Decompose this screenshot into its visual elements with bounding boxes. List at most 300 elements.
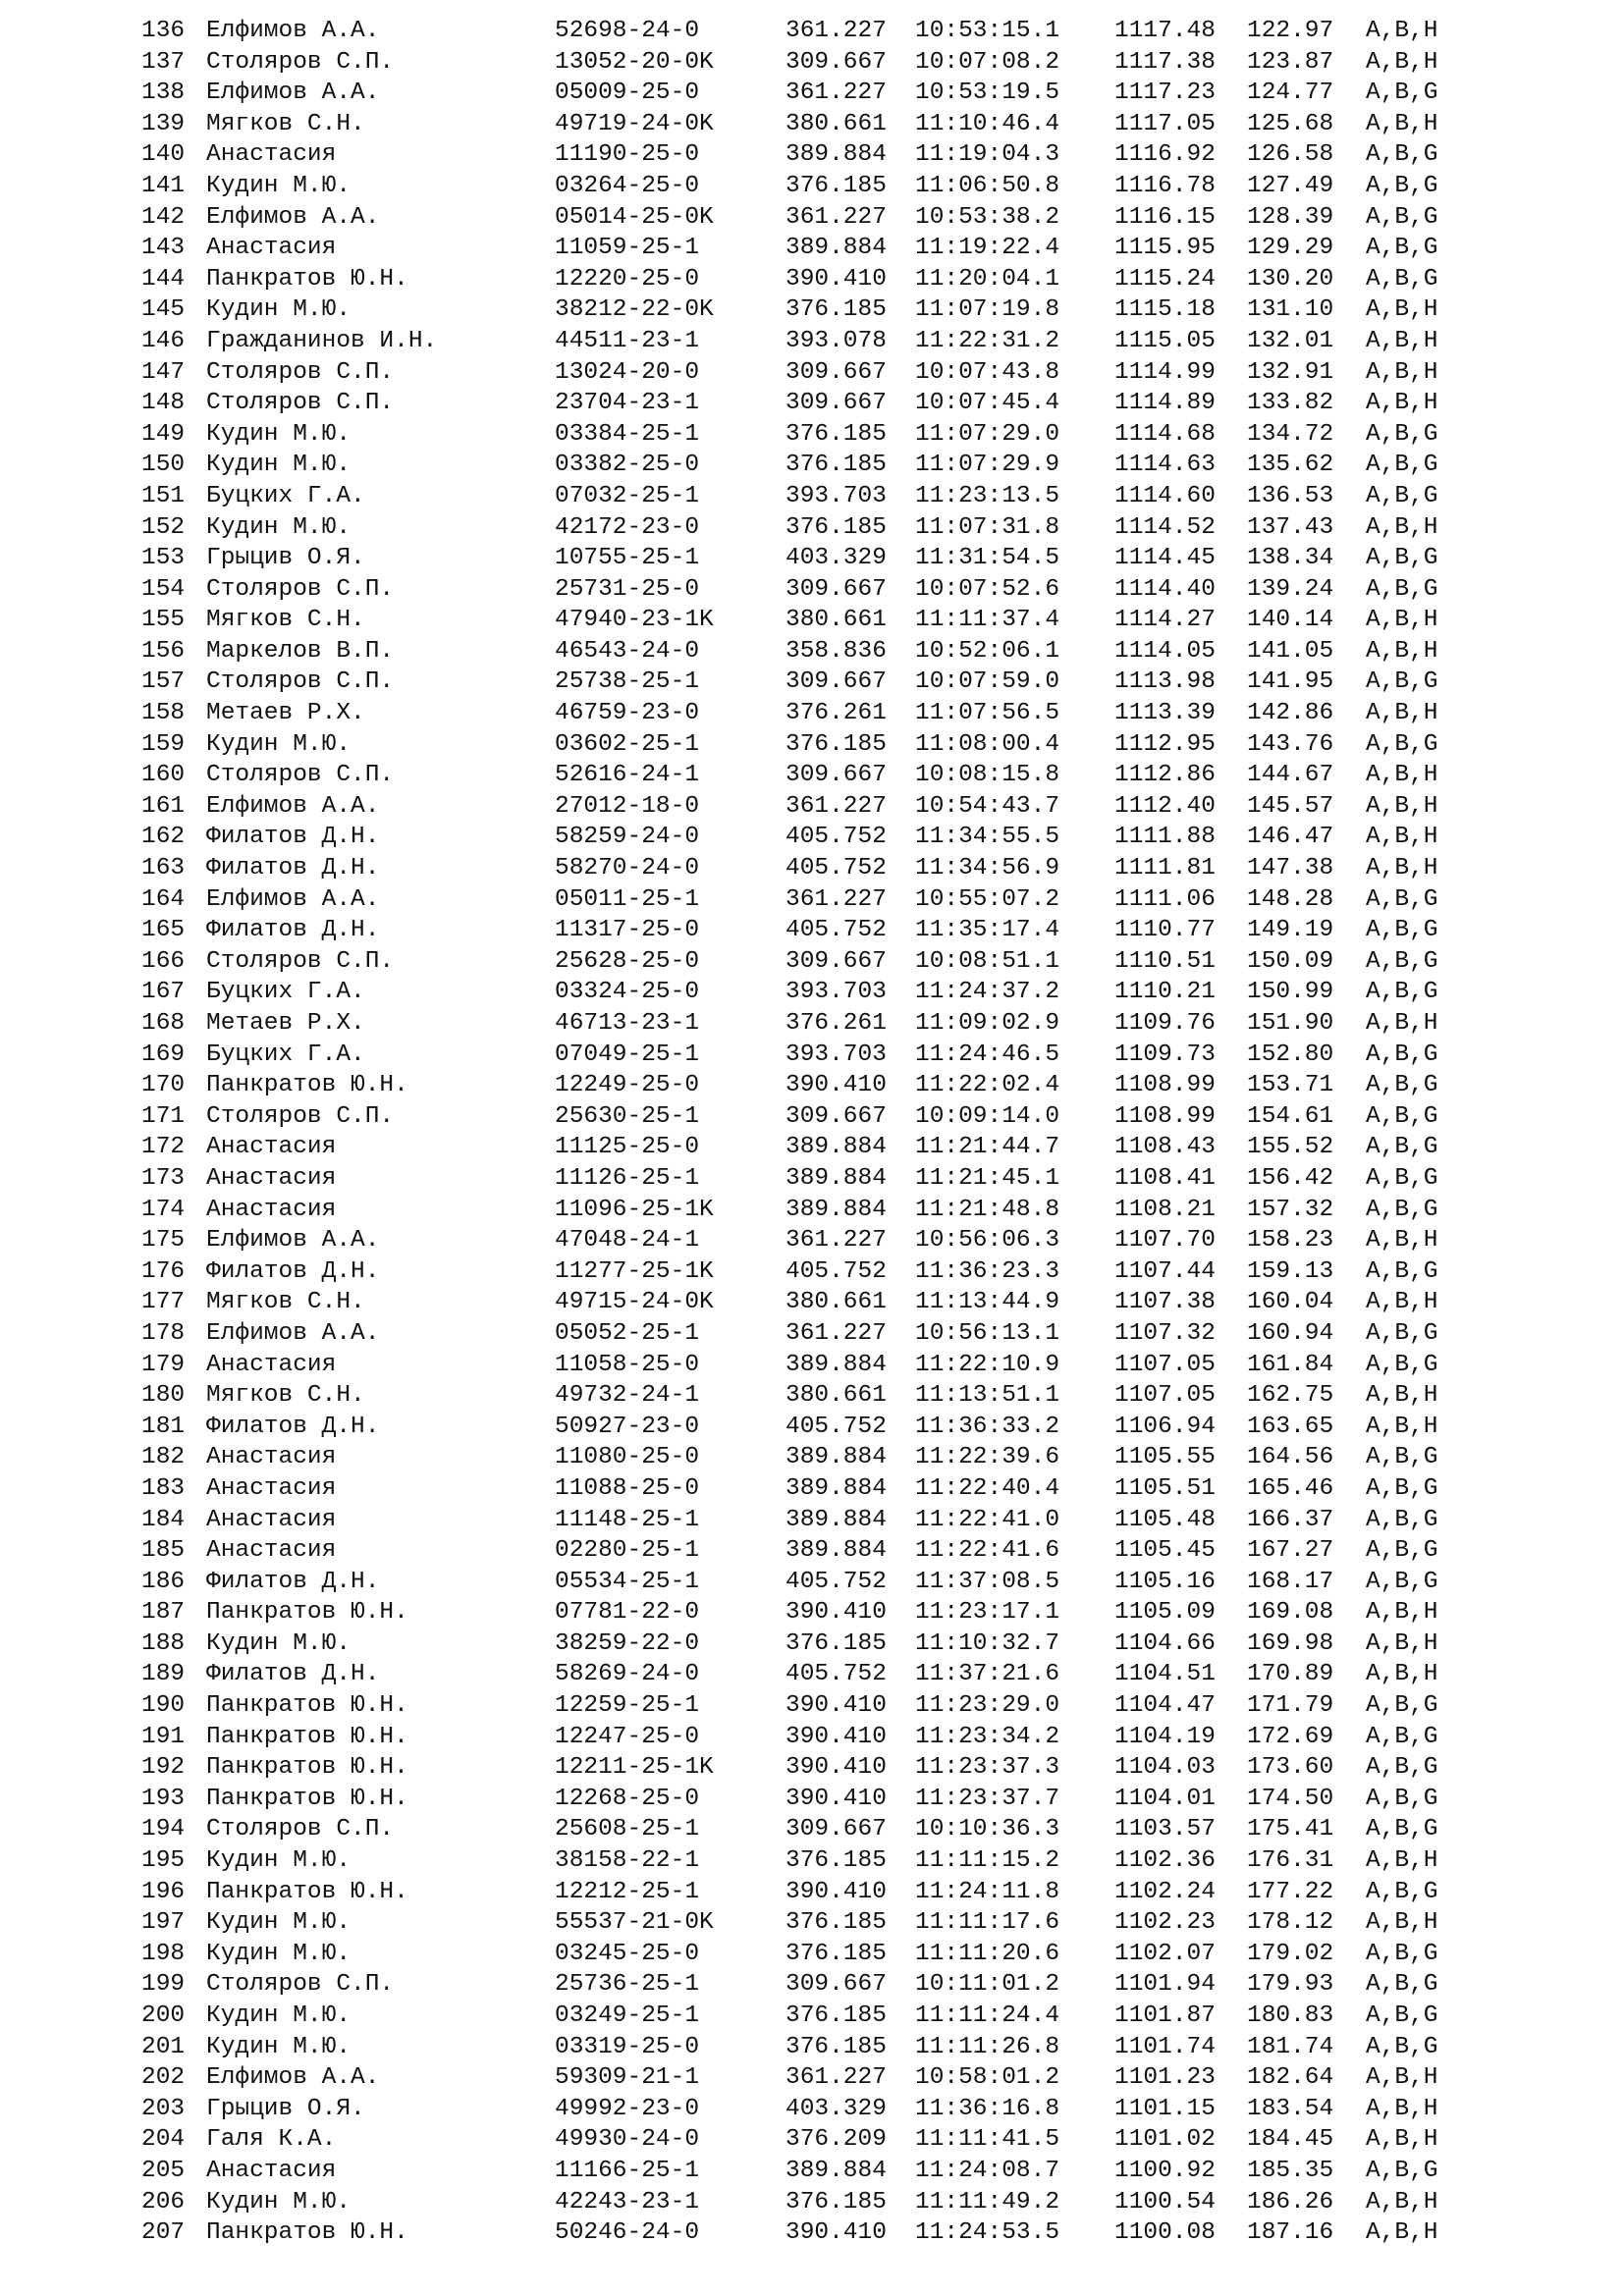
tags-value: A,B,H: [1366, 1599, 1438, 1627]
rating-value: 166.37: [1247, 1506, 1334, 1533]
score-value: 1105.51: [1114, 1474, 1216, 1502]
score-value: 1109.76: [1114, 1010, 1216, 1037]
table-row: [0, 1225, 1624, 1256]
record-code: 25738-25-1: [555, 668, 700, 696]
distance-value: 376.185: [785, 730, 887, 758]
table-row: [0, 1845, 1624, 1877]
tags-value: A,B,H: [1366, 18, 1438, 44]
rating-value: 135.62: [1247, 452, 1334, 479]
participant-name: Филатов Д.Н.: [206, 1568, 380, 1595]
distance-value: 376.185: [785, 2033, 887, 2060]
record-code: 03602-25-1: [555, 730, 700, 758]
record-code: 11317-25-0: [555, 917, 700, 944]
rating-value: 185.35: [1247, 2157, 1334, 2184]
time-value: 11:22:39.6: [915, 1444, 1060, 1471]
table-row: [0, 1350, 1624, 1381]
time-value: 10:55:07.2: [915, 885, 1060, 913]
tags-value: A,B,G: [1366, 979, 1438, 1006]
rating-value: 146.47: [1247, 824, 1334, 851]
participant-name: Мягков С.Н.: [206, 1289, 365, 1316]
record-code: 59309-21-1: [555, 2064, 700, 2092]
score-value: 1115.18: [1114, 296, 1216, 324]
tags-value: A,B,H: [1366, 762, 1438, 789]
score-value: 1113.39: [1114, 700, 1216, 727]
tags-value: A,B,H: [1366, 2126, 1438, 2154]
participant-name: Анастасия: [206, 1351, 337, 1378]
row-number: 198: [141, 1940, 186, 1967]
rating-value: 183.54: [1247, 2095, 1334, 2122]
tags-value: A,B,G: [1366, 1196, 1438, 1223]
rating-value: 160.94: [1247, 1319, 1334, 1347]
record-code: 46713-23-1: [555, 1010, 700, 1037]
time-value: 11:22:41.0: [915, 1506, 1060, 1533]
record-code: 11277-25-1K: [555, 1257, 714, 1285]
table-row: [0, 1380, 1624, 1412]
score-value: 1107.44: [1114, 1257, 1216, 1285]
participant-name: Столяров С.П.: [206, 575, 395, 603]
participant-name: Кудин М.Ю.: [206, 513, 352, 541]
row-number: 138: [141, 80, 186, 107]
record-code: 38212-22-0K: [555, 296, 714, 324]
tags-value: A,B,H: [1366, 296, 1438, 324]
time-value: 11:07:29.0: [915, 420, 1060, 448]
row-number: 165: [141, 917, 186, 944]
rating-value: 186.26: [1247, 2188, 1334, 2216]
score-value: 1114.89: [1114, 390, 1216, 417]
table-row: [0, 139, 1624, 171]
time-value: 11:11:17.6: [915, 1909, 1060, 1937]
score-value: 1102.23: [1114, 1909, 1216, 1937]
score-value: 1114.40: [1114, 575, 1216, 603]
record-code: 49715-24-0K: [555, 1289, 714, 1316]
tags-value: A,B,G: [1366, 1506, 1438, 1533]
rating-value: 136.53: [1247, 482, 1334, 509]
record-code: 44511-23-1: [555, 327, 700, 354]
rating-value: 152.80: [1247, 1041, 1334, 1068]
score-value: 1117.23: [1114, 80, 1216, 107]
participant-name: Филатов Д.Н.: [206, 824, 380, 851]
time-value: 10:53:15.1: [915, 18, 1060, 44]
table-row: [0, 450, 1624, 481]
tags-value: A,B,H: [1366, 855, 1438, 882]
table-row: [0, 1597, 1624, 1629]
score-value: 1107.70: [1114, 1227, 1216, 1255]
participant-name: Анастасия: [206, 235, 337, 262]
row-number: 205: [141, 2157, 186, 2184]
rating-value: 179.02: [1247, 1940, 1334, 1967]
rating-value: 153.71: [1247, 1072, 1334, 1099]
score-value: 1102.24: [1114, 1878, 1216, 1905]
tags-value: A,B,G: [1366, 1444, 1438, 1471]
table-row: [0, 233, 1624, 264]
distance-value: 405.752: [785, 824, 887, 851]
distance-value: 390.410: [785, 1754, 887, 1782]
time-value: 10:10:36.3: [915, 1816, 1060, 1843]
rating-value: 154.61: [1247, 1102, 1334, 1130]
record-code: 12268-25-0: [555, 1785, 700, 1812]
tags-value: A,B,H: [1366, 1289, 1438, 1316]
table-row: [0, 419, 1624, 451]
distance-value: 389.884: [785, 1351, 887, 1378]
rating-value: 171.79: [1247, 1692, 1334, 1720]
rating-value: 147.38: [1247, 855, 1334, 882]
tags-value: A,B,G: [1366, 917, 1438, 944]
record-code: 12247-25-0: [555, 1723, 700, 1750]
participant-name: Панкратов Ю.Н.: [206, 1878, 408, 1905]
distance-value: 380.661: [785, 1289, 887, 1316]
tags-value: A,B,H: [1366, 1909, 1438, 1937]
record-code: 03324-25-0: [555, 979, 700, 1006]
row-number: 172: [141, 1134, 186, 1161]
tags-value: A,B,G: [1366, 947, 1438, 975]
score-value: 1109.73: [1114, 1041, 1216, 1068]
participant-name: Кудин М.Ю.: [206, 1940, 352, 1967]
rating-value: 141.05: [1247, 637, 1334, 665]
score-value: 1105.55: [1114, 1444, 1216, 1471]
tags-value: A,B,G: [1366, 2033, 1438, 2060]
rating-value: 181.74: [1247, 2033, 1334, 2060]
score-value: 1107.38: [1114, 1289, 1216, 1316]
participant-name: Филатов Д.Н.: [206, 1413, 380, 1440]
record-code: 11096-25-1K: [555, 1196, 714, 1223]
time-value: 10:56:13.1: [915, 1319, 1060, 1347]
record-code: 38259-22-0: [555, 1629, 700, 1657]
table-row: [0, 791, 1624, 823]
tags-value: A,B,H: [1366, 358, 1438, 386]
time-value: 10:07:45.4: [915, 390, 1060, 417]
table-row: [0, 1163, 1624, 1195]
distance-value: 390.410: [785, 1723, 887, 1750]
participant-name: Гражданинов И.Н.: [206, 327, 438, 354]
record-code: 12249-25-0: [555, 1072, 700, 1099]
tags-value: A,B,H: [1366, 2188, 1438, 2216]
tags-value: A,B,H: [1366, 390, 1438, 417]
table-row: [0, 1752, 1624, 1784]
rating-value: 165.46: [1247, 1474, 1334, 1502]
score-value: 1100.08: [1114, 2219, 1216, 2247]
tags-value: A,B,G: [1366, 2002, 1438, 2029]
rating-value: 123.87: [1247, 48, 1334, 76]
record-code: 25608-25-1: [555, 1816, 700, 1843]
score-value: 1104.19: [1114, 1723, 1216, 1750]
distance-value: 403.329: [785, 2095, 887, 2122]
table-row: [0, 2001, 1624, 2032]
distance-value: 361.227: [785, 1319, 887, 1347]
table-row: [0, 574, 1624, 606]
record-code: 11148-25-1: [555, 1506, 700, 1533]
time-value: 11:21:44.7: [915, 1134, 1060, 1161]
row-number: 184: [141, 1506, 186, 1533]
tags-value: A,B,G: [1366, 1878, 1438, 1905]
distance-value: 405.752: [785, 1257, 887, 1285]
row-number: 174: [141, 1196, 186, 1223]
distance-value: 390.410: [785, 265, 887, 293]
score-value: 1107.05: [1114, 1351, 1216, 1378]
score-value: 1104.01: [1114, 1785, 1216, 1812]
time-value: 11:10:32.7: [915, 1629, 1060, 1657]
row-number: 154: [141, 575, 186, 603]
distance-value: 405.752: [785, 1413, 887, 1440]
table-row: [0, 1814, 1624, 1845]
participant-name: Столяров С.П.: [206, 1971, 395, 1999]
row-number: 153: [141, 545, 186, 572]
table-row: [0, 47, 1624, 79]
distance-value: 405.752: [785, 917, 887, 944]
time-value: 11:22:41.6: [915, 1537, 1060, 1565]
participant-name: Кудин М.Ю.: [206, 2002, 352, 2029]
rating-value: 177.22: [1247, 1878, 1334, 1905]
tags-value: A,B,G: [1366, 1568, 1438, 1595]
rating-value: 175.41: [1247, 1816, 1334, 1843]
record-code: 12220-25-0: [555, 265, 700, 293]
record-code: 52616-24-1: [555, 762, 700, 789]
distance-value: 393.703: [785, 482, 887, 509]
score-value: 1100.54: [1114, 2188, 1216, 2216]
distance-value: 390.410: [785, 1692, 887, 1720]
row-number: 170: [141, 1072, 186, 1099]
score-value: 1101.74: [1114, 2033, 1216, 2060]
distance-value: 376.185: [785, 296, 887, 324]
table-row: [0, 1877, 1624, 1908]
row-number: 179: [141, 1351, 186, 1378]
score-value: 1111.81: [1114, 855, 1216, 882]
table-row: [0, 1442, 1624, 1473]
tags-value: A,B,G: [1366, 1692, 1438, 1720]
row-number: 136: [141, 18, 186, 44]
participant-name: Мягков С.Н.: [206, 607, 365, 634]
record-code: 02280-25-1: [555, 1537, 700, 1565]
record-code: 05009-25-0: [555, 80, 700, 107]
rating-value: 182.64: [1247, 2064, 1334, 2092]
tags-value: A,B,G: [1366, 1351, 1438, 1378]
time-value: 11:11:24.4: [915, 2002, 1060, 2029]
rating-value: 132.01: [1247, 327, 1334, 354]
participant-name: Анастасия: [206, 1134, 337, 1161]
distance-value: 309.667: [785, 762, 887, 789]
row-number: 155: [141, 607, 186, 634]
rating-value: 169.98: [1247, 1629, 1334, 1657]
participant-name: Анастасия: [206, 2157, 337, 2184]
record-code: 11080-25-0: [555, 1444, 700, 1471]
score-value: 1104.47: [1114, 1692, 1216, 1720]
record-code: 50246-24-0: [555, 2219, 700, 2247]
tags-value: A,B,G: [1366, 1474, 1438, 1502]
score-value: 1114.27: [1114, 607, 1216, 634]
table-row: [0, 326, 1624, 357]
row-number: 176: [141, 1257, 186, 1285]
tags-value: A,B,G: [1366, 1319, 1438, 1347]
rating-value: 131.10: [1247, 296, 1334, 324]
table-row: [0, 698, 1624, 729]
participant-name: Метаев Р.Х.: [206, 700, 365, 727]
rating-value: 180.83: [1247, 2002, 1334, 2029]
row-number: 194: [141, 1816, 186, 1843]
tags-value: A,B,H: [1366, 824, 1438, 851]
score-value: 1107.32: [1114, 1319, 1216, 1347]
record-code: 47048-24-1: [555, 1227, 700, 1255]
row-number: 146: [141, 327, 186, 354]
time-value: 11:24:37.2: [915, 979, 1060, 1006]
participant-name: Столяров С.П.: [206, 390, 395, 417]
distance-value: 390.410: [785, 1599, 887, 1627]
time-value: 11:31:54.5: [915, 545, 1060, 572]
record-code: 13024-20-0: [555, 358, 700, 386]
participant-name: Анастасия: [206, 1506, 337, 1533]
tags-value: A,B,G: [1366, 1785, 1438, 1812]
distance-value: 380.661: [785, 607, 887, 634]
record-code: 03319-25-0: [555, 2033, 700, 2060]
rating-value: 128.39: [1247, 203, 1334, 231]
record-code: 11190-25-0: [555, 141, 700, 169]
tags-value: A,B,G: [1366, 1072, 1438, 1099]
distance-value: 309.667: [785, 48, 887, 76]
row-number: 158: [141, 700, 186, 727]
row-number: 175: [141, 1227, 186, 1255]
row-number: 189: [141, 1661, 186, 1688]
rating-value: 125.68: [1247, 110, 1334, 137]
row-number: 177: [141, 1289, 186, 1316]
participant-name: Кудин М.Ю.: [206, 172, 352, 199]
time-value: 11:22:31.2: [915, 327, 1060, 354]
record-code: 11126-25-1: [555, 1164, 700, 1192]
score-value: 1108.99: [1114, 1072, 1216, 1099]
table-row: [0, 1318, 1624, 1350]
score-value: 1108.43: [1114, 1134, 1216, 1161]
distance-value: 309.667: [785, 1102, 887, 1130]
distance-value: 361.227: [785, 792, 887, 820]
table-row: [0, 1690, 1624, 1722]
distance-value: 309.667: [785, 575, 887, 603]
score-value: 1115.05: [1114, 327, 1216, 354]
score-value: 1101.94: [1114, 1971, 1216, 1999]
rating-value: 150.99: [1247, 979, 1334, 1006]
rating-value: 184.45: [1247, 2126, 1334, 2154]
row-number: 167: [141, 979, 186, 1006]
table-row: [0, 1287, 1624, 1318]
tags-value: A,B,G: [1366, 1940, 1438, 1967]
time-value: 10:08:15.8: [915, 762, 1060, 789]
distance-value: 389.884: [785, 1537, 887, 1565]
tags-value: A,B,G: [1366, 265, 1438, 293]
participant-name: Столяров С.П.: [206, 48, 395, 76]
score-value: 1108.21: [1114, 1196, 1216, 1223]
row-number: 190: [141, 1692, 186, 1720]
row-number: 206: [141, 2188, 186, 2216]
tags-value: A,B,G: [1366, 1971, 1438, 1999]
time-value: 11:34:56.9: [915, 855, 1060, 882]
rating-value: 169.08: [1247, 1599, 1334, 1627]
time-value: 11:21:45.1: [915, 1164, 1060, 1192]
score-value: 1111.06: [1114, 885, 1216, 913]
tags-value: A,B,G: [1366, 420, 1438, 448]
row-number: 178: [141, 1319, 186, 1347]
tags-value: A,B,H: [1366, 327, 1438, 354]
time-value: 10:07:43.8: [915, 358, 1060, 386]
distance-value: 309.667: [785, 390, 887, 417]
participant-name: Панкратов Ю.Н.: [206, 1599, 408, 1627]
rating-value: 176.31: [1247, 1847, 1334, 1875]
tags-value: A,B,H: [1366, 700, 1438, 727]
record-code: 47940-23-1K: [555, 607, 714, 634]
rating-value: 132.91: [1247, 358, 1334, 386]
record-code: 25736-25-1: [555, 1971, 700, 1999]
participant-name: Столяров С.П.: [206, 668, 395, 696]
record-code: 49732-24-1: [555, 1382, 700, 1410]
participant-name: Мягков С.Н.: [206, 1382, 365, 1410]
participant-name: Панкратов Ю.Н.: [206, 1692, 408, 1720]
distance-value: 309.667: [785, 668, 887, 696]
time-value: 10:09:14.0: [915, 1102, 1060, 1130]
record-code: 25628-25-0: [555, 947, 700, 975]
tags-value: A,B,G: [1366, 80, 1438, 107]
distance-value: 376.209: [785, 2126, 887, 2154]
time-value: 10:53:19.5: [915, 80, 1060, 107]
row-number: 201: [141, 2033, 186, 2060]
time-value: 11:07:29.9: [915, 452, 1060, 479]
participant-name: Панкратов Ю.Н.: [206, 2219, 408, 2247]
table-row: [0, 1473, 1624, 1505]
distance-value: 389.884: [785, 1164, 887, 1192]
row-number: 188: [141, 1629, 186, 1657]
time-value: 11:34:55.5: [915, 824, 1060, 851]
distance-value: 389.884: [785, 1134, 887, 1161]
record-code: 58259-24-0: [555, 824, 700, 851]
table-row: [0, 1040, 1624, 1071]
tags-value: A,B,H: [1366, 637, 1438, 665]
record-code: 58270-24-0: [555, 855, 700, 882]
row-number: 152: [141, 513, 186, 541]
score-value: 1100.92: [1114, 2157, 1216, 2184]
time-value: 11:36:16.8: [915, 2095, 1060, 2122]
rating-value: 149.19: [1247, 917, 1334, 944]
participant-name: Панкратов Ю.Н.: [206, 1072, 408, 1099]
tags-value: A,B,H: [1366, 1382, 1438, 1410]
time-value: 11:22:02.4: [915, 1072, 1060, 1099]
participant-name: Анастасия: [206, 1444, 337, 1471]
participant-name: Панкратов Ю.Н.: [206, 1754, 408, 1782]
distance-value: 376.185: [785, 452, 887, 479]
distance-value: 389.884: [785, 1196, 887, 1223]
participant-name: Кудин М.Ю.: [206, 296, 352, 324]
row-number: 191: [141, 1723, 186, 1750]
record-code: 27012-18-0: [555, 792, 700, 820]
time-value: 11:24:46.5: [915, 1041, 1060, 1068]
table-row: [0, 109, 1624, 140]
distance-value: 376.185: [785, 172, 887, 199]
time-value: 11:24:53.5: [915, 2219, 1060, 2247]
record-code: 12212-25-1: [555, 1878, 700, 1905]
distance-value: 403.329: [785, 545, 887, 572]
rating-value: 168.17: [1247, 1568, 1334, 1595]
table-row: [0, 946, 1624, 978]
score-value: 1101.15: [1114, 2095, 1216, 2122]
participant-name: Филатов Д.Н.: [206, 1257, 380, 1285]
tags-value: A,B,H: [1366, 792, 1438, 820]
distance-value: 376.261: [785, 700, 887, 727]
score-value: 1104.03: [1114, 1754, 1216, 1782]
score-value: 1101.87: [1114, 2002, 1216, 2029]
time-value: 11:24:11.8: [915, 1878, 1060, 1905]
rating-value: 130.20: [1247, 265, 1334, 293]
record-code: 55537-21-0K: [555, 1909, 714, 1937]
rating-value: 142.86: [1247, 700, 1334, 727]
distance-value: 376.185: [785, 513, 887, 541]
participant-name: Анастасия: [206, 1196, 337, 1223]
row-number: 139: [141, 110, 186, 137]
record-code: 11166-25-1: [555, 2157, 700, 2184]
row-number: 207: [141, 2219, 186, 2247]
tags-value: A,B,H: [1366, 1227, 1438, 1255]
